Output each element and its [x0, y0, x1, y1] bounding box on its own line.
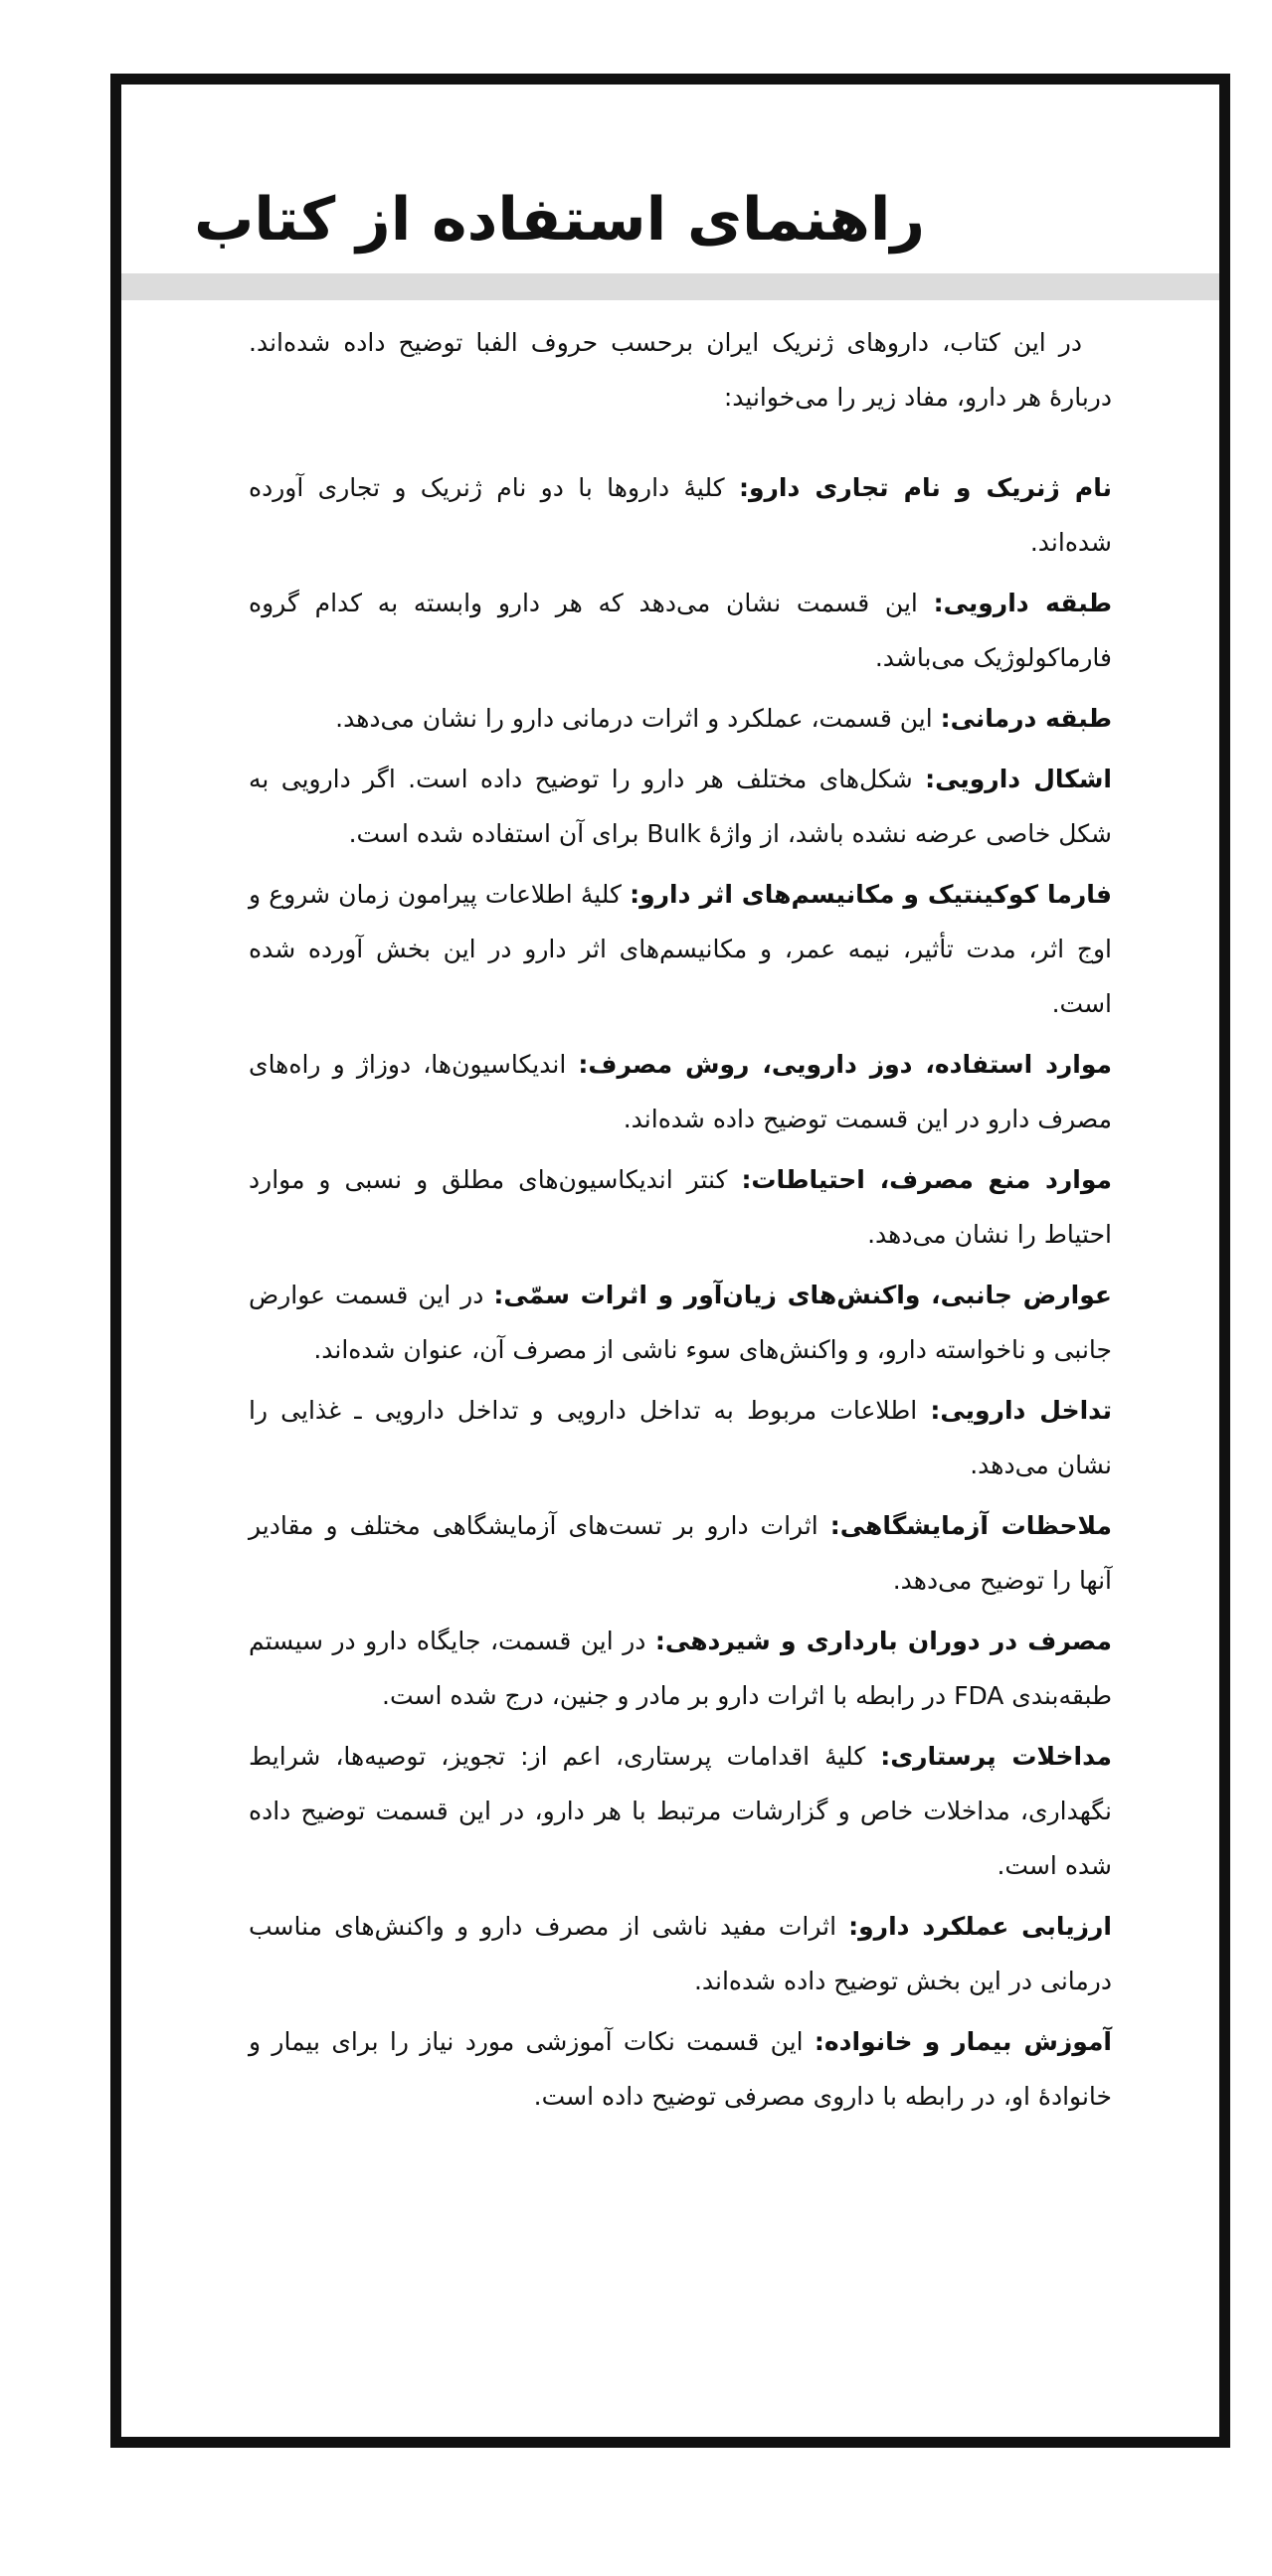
entry-paragraph [249, 1152, 1112, 1262]
entry-term: موارد استفاده، دوز دارویی، روش مصرف: [578, 1050, 1113, 1079]
entry-paragraph [249, 1729, 1112, 1893]
entry-term: تداخل دارویی: [930, 1396, 1112, 1425]
entry-term: اشکال دارویی: [925, 765, 1113, 793]
entry-paragraph [249, 691, 1112, 746]
page-title: راهنمای استفاده از کتاب [194, 185, 925, 255]
entry-text: اطلاعات مربوط به تداخل دارویی و تداخل دارویی ـ غذایی را نشان می‌دهد. [249, 1396, 1112, 1479]
entry-text: این قسمت نشان می‌دهد که هر دارو وابسته به کدام گروه فارماکولوژیک می‌باشد. [249, 589, 1112, 672]
body-text [249, 315, 1112, 2130]
entry-paragraph [249, 1899, 1112, 2008]
entry-text: اثرات مفید ناشی از مصرف دارو و واکنش‌های مناسب درمانی در این بخش توضیح داده شده‌اند. [249, 1912, 1112, 1995]
title-area [121, 85, 1219, 273]
entry-paragraph [249, 2014, 1112, 2124]
entry-term: مداخلات پرستاری: [880, 1742, 1112, 1771]
entry-text: اندیکاسیون‌ها، دوزاژ و راه‌های مصرف دارو در این قسمت توضیح داده شده‌اند. [249, 1050, 1112, 1133]
entry-term: ارزیابی عملکرد دارو: [848, 1912, 1112, 1941]
entry-paragraph [249, 752, 1112, 861]
entry-paragraph [249, 576, 1112, 685]
entry-term: طبقه دارویی: [933, 589, 1113, 617]
entry-text: کلیهٔ اطلاعات پیرامون زمان شروع و اوج اثر، مدت تأثیر، نیمه عمر، و مکانیسم‌های اثر دارو در این بخش آورده شده است. [249, 880, 1112, 1018]
entries-list [249, 460, 1112, 2124]
entry-term: نام ژنریک و نام تجاری دارو: [739, 473, 1112, 502]
entry-paragraph [249, 460, 1112, 570]
entry-term: موارد منع مصرف، احتیاطات: [741, 1165, 1112, 1194]
entry-text: این قسمت نکات آموزشی مورد نیاز را برای بیمار و خانوادهٔ او، در رابطه با داروی مصرفی توضیح داده است. [249, 2027, 1112, 2111]
entry-text: در این قسمت، جایگاه دارو در سیستم طبقه‌بندی FDA در رابطه با اثرات دارو بر مادر و جنین، درج شده است. [249, 1627, 1112, 1710]
entry-term: عوارض جانبی، واکنش‌های زیان‌آور و اثرات سمّی: [493, 1281, 1112, 1309]
title-band [121, 273, 1219, 300]
entry-text: این قسمت، عملکرد و اثرات درمانی دارو را نشان می‌دهد. [335, 704, 941, 733]
entry-text: اثرات دارو بر تست‌های آزمایشگاهی مختلف و مقادیر آنها را توضیح می‌دهد. [249, 1511, 1112, 1595]
entry-text: کلیهٔ اقدامات پرستاری، اعم از: تجویز، توصیه‌ها، شرایط نگهداری، مداخلات خاص و گزارشات مرتبط با هر دارو، در این قسمت توضیح داده شده است. [249, 1742, 1112, 1880]
entry-paragraph [249, 1037, 1112, 1146]
entry-text: شکل‌های مختلف هر دارو را توضیح داده است. اگر دارویی به شکل خاصی عرضه نشده باشد، از واژهٔ Bulk برای آن استفاده شده است. [249, 765, 1112, 848]
entry-paragraph [249, 1498, 1112, 1608]
entry-paragraph [249, 1383, 1112, 1492]
entry-text: کلیهٔ داروها با دو نام ژنریک و تجاری آورده شده‌اند. [249, 473, 1112, 557]
intro-paragraph: در این کتاب، داروهای ژنریک ایران برحسب حروف الفبا توضیح داده شده‌اند. دربارهٔ هر دارو، مفاد زیر را می‌خوانید: [249, 328, 1112, 412]
entry-term: طبقه درمانی: [940, 704, 1112, 733]
entry-term: فارما کوکینتیک و مکانیسم‌های اثر دارو: [630, 880, 1112, 909]
entry-paragraph [249, 867, 1112, 1031]
entry-paragraph [249, 1268, 1112, 1377]
entry-paragraph [249, 1614, 1112, 1723]
entry-text: کنتر اندیکاسیون‌های مطلق و نسبی و موارد احتیاط را نشان می‌دهد. [249, 1165, 1112, 1249]
entry-term: ملاحظات آزمایشگاهی: [829, 1511, 1112, 1540]
page-frame [110, 74, 1230, 2448]
entry-term: مصرف در دوران بارداری و شیردهی: [654, 1627, 1113, 1655]
entry-text: در این قسمت عوارض جانبی و ناخواسته دارو، و واکنش‌های سوء ناشی از مصرف آن، عنوان شده‌اند. [249, 1281, 1112, 1364]
entry-term: آموزش بیمار و خانواده: [814, 2027, 1112, 2056]
